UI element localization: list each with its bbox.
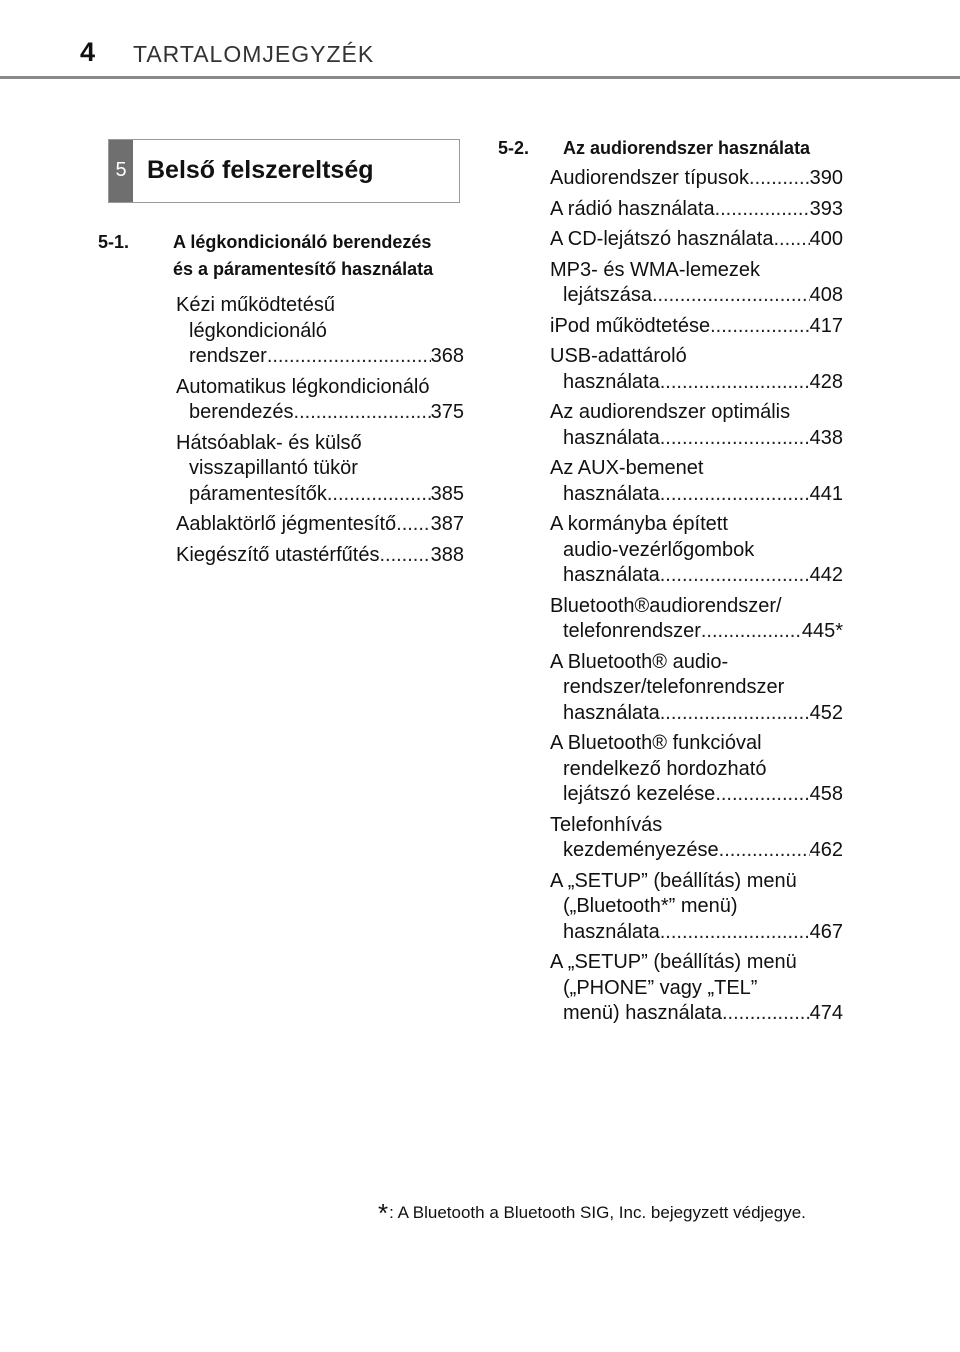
toc-entry-text: Hátsóablak- és külső <box>176 431 362 454</box>
page-number: 4 <box>80 37 96 67</box>
toc-entry-page-number: 388 <box>430 543 464 566</box>
toc-entry-page-number: 452 <box>809 701 843 724</box>
toc-entry-last-line <box>550 701 843 727</box>
chapter-title: Belső felszereltség <box>147 156 374 184</box>
dot-leader <box>749 166 810 192</box>
toc-entry-text: rendszer <box>189 345 267 367</box>
dot-leader <box>710 314 810 340</box>
toc-entry-last-line <box>550 370 843 396</box>
dot-leader <box>660 920 810 946</box>
toc-entry-last-line <box>550 838 843 864</box>
toc-entry-text: A Bluetooth® audio- <box>550 650 729 673</box>
toc-entry-text: Az AUX-bemenet <box>550 457 704 479</box>
dot-leader <box>773 227 809 253</box>
toc-entry-text: A rádió használata <box>550 197 715 220</box>
toc-entry-text: menü) használata <box>563 1002 722 1024</box>
toc-entry-page-number: 368 <box>430 345 464 367</box>
toc-entry[interactable] <box>498 197 843 223</box>
dot-leader <box>660 482 810 508</box>
toc-entry-last-line <box>550 314 843 340</box>
footnote-text: : A Bluetooth a Bluetooth SIG, Inc. bejegyzett védjegye. <box>389 1203 806 1222</box>
toc-entry-page-number: 417 <box>809 314 843 337</box>
toc-entry-last-line <box>550 283 843 309</box>
header-divider <box>0 76 960 79</box>
toc-entry-page-number: 387 <box>430 513 464 535</box>
toc-entry[interactable] <box>498 950 843 1027</box>
toc-entry-text: Aablaktörlő jégmentesítő <box>176 513 397 535</box>
toc-entry-text: lejátszása <box>563 284 652 306</box>
section-title-line: A légkondicionáló berendezés <box>173 232 432 252</box>
dot-leader <box>715 197 810 223</box>
toc-entry[interactable] <box>498 650 843 727</box>
dot-leader <box>715 782 809 808</box>
toc-entry-text: páramentesítők <box>189 482 327 505</box>
toc-entry-text: A „SETUP” (beállítás) menü <box>550 951 797 973</box>
toc-entry-text: USB-adattároló <box>550 345 687 367</box>
dot-leader <box>660 563 810 589</box>
toc-entry[interactable] <box>498 344 843 395</box>
toc-section-5-1 <box>98 229 464 573</box>
footnote-marker: * <box>378 1198 389 1228</box>
toc-entry-text: lejátszó kezelése <box>563 783 716 805</box>
toc-entry-list <box>98 293 464 568</box>
toc-entry-page-number: 442 <box>809 564 843 586</box>
toc-entry-last-line <box>550 197 843 223</box>
toc-entry-text: berendezés <box>189 401 294 423</box>
toc-entry[interactable] <box>98 512 464 538</box>
toc-entry-last-line <box>550 482 843 508</box>
toc-entry-last-line <box>550 426 843 452</box>
toc-entry-text: iPod működtetése <box>550 314 711 337</box>
toc-entry-last-line <box>176 400 464 426</box>
toc-entry-last-line <box>176 543 464 569</box>
toc-entry[interactable] <box>98 293 464 370</box>
toc-entry-page-number: 408 <box>809 284 843 306</box>
toc-entry-text: audio-vezérlőgombok <box>563 538 755 561</box>
section-number: 5-2. <box>498 138 530 158</box>
toc-entry-page-number: 458 <box>809 783 843 805</box>
toc-section-5-2 <box>498 135 843 1032</box>
toc-entry-text: Kézi működtetésű <box>176 294 335 316</box>
toc-entry-text: Az audiorendszer optimális <box>550 401 791 423</box>
dot-leader <box>660 426 810 452</box>
dot-leader <box>660 370 810 396</box>
toc-entry-page-number: 385 <box>430 482 464 505</box>
dot-leader <box>267 344 431 370</box>
toc-entry-page-number: 438 <box>809 426 843 449</box>
toc-entry-text: A „SETUP” (beállítás) menü <box>550 869 797 892</box>
section-heading <box>98 229 464 283</box>
toc-entry-text: telefonrendszer <box>563 620 701 642</box>
dot-leader <box>396 512 430 538</box>
toc-entry-last-line <box>550 166 843 192</box>
section-title-line: Az audiorendszer használata <box>563 138 811 158</box>
toc-entry-text: („PHONE” vagy „TEL” <box>563 976 758 999</box>
toc-entry[interactable] <box>498 227 843 253</box>
dot-leader <box>660 701 810 727</box>
section-title-line: és a páramentesítő használata <box>173 259 434 279</box>
toc-entry-last-line <box>550 619 843 645</box>
dot-leader <box>719 838 810 864</box>
toc-entry-text: Automatikus légkondicionáló <box>176 375 430 398</box>
toc-entry-last-line <box>550 563 843 589</box>
toc-entry-last-line <box>176 512 464 538</box>
toc-entry-text: kezdeményezése <box>563 839 719 861</box>
toc-entry-text: A CD-lejátszó használata <box>550 228 774 250</box>
section-number: 5-1. <box>98 232 130 252</box>
toc-entry[interactable] <box>498 512 843 589</box>
toc-entry[interactable] <box>498 166 843 192</box>
dot-leader <box>722 1001 810 1027</box>
toc-entry[interactable] <box>498 813 843 864</box>
toc-entry-text: MP3- és WMA-lemezek <box>550 258 761 281</box>
dot-leader <box>379 543 430 569</box>
toc-entry-text: A Bluetooth® funkcióval <box>550 732 762 754</box>
toc-entry[interactable] <box>498 594 843 645</box>
toc-entry[interactable] <box>498 731 843 808</box>
footnote <box>378 1198 858 1228</box>
toc-entry[interactable] <box>98 431 464 508</box>
toc-entry-page-number: 400 <box>809 228 843 250</box>
toc-entry-text: Telefonhívás <box>550 813 663 836</box>
dot-leader <box>327 482 431 508</box>
toc-entry-text: Kiegészítő utastérfűtés <box>176 543 380 566</box>
toc-entry[interactable] <box>498 314 843 340</box>
toc-entry[interactable] <box>98 543 464 569</box>
toc-entry-page-number: 467 <box>809 920 843 943</box>
toc-entry-text: rendszer/telefonrendszer <box>563 676 785 698</box>
toc-entry-text: használata <box>563 701 660 724</box>
chapter-number-tab: 5 <box>109 140 133 202</box>
toc-entry-page-number: 441 <box>809 482 843 505</box>
toc-entry-text: használata <box>563 564 660 586</box>
toc-entry[interactable] <box>98 375 464 426</box>
toc-entry-text: használata <box>563 482 660 505</box>
section-heading <box>498 135 843 162</box>
dot-leader <box>652 283 810 309</box>
page-header <box>0 0 960 78</box>
header-title: TARTALOMJEGYZÉK <box>133 41 375 67</box>
toc-entry[interactable] <box>498 258 843 309</box>
toc-entry-text: használata <box>563 370 660 393</box>
toc-entry-last-line <box>550 782 843 808</box>
chapter-title-box <box>108 139 460 203</box>
dot-leader <box>701 619 802 645</box>
toc-entry[interactable] <box>498 456 843 507</box>
toc-entry[interactable] <box>498 400 843 451</box>
toc-entry-last-line <box>176 344 464 370</box>
toc-entry-text: légkondicionáló <box>189 319 327 342</box>
toc-entry-text: visszapillantó tükör <box>189 457 358 479</box>
toc-entry-text: rendelkező hordozható <box>563 757 767 780</box>
toc-entry-text: A kormányba épített <box>550 513 728 535</box>
dot-leader <box>294 400 431 426</box>
toc-entry-text: Audiorendszer típusok <box>550 167 750 189</box>
toc-entry-text: használata <box>563 920 660 943</box>
toc-entry-text: használata <box>563 426 660 449</box>
toc-entry-page-number: 428 <box>809 370 843 393</box>
toc-entry-page-number: 393 <box>809 197 843 220</box>
toc-entry-text: Bluetooth®audiorendszer/ <box>550 594 782 617</box>
toc-entry-page-number: 375 <box>430 401 464 423</box>
toc-entry-page-number: 445* <box>801 620 843 642</box>
toc-entry-last-line <box>550 227 843 253</box>
toc-entry-page-number: 474 <box>809 1002 843 1024</box>
toc-entry[interactable] <box>498 869 843 946</box>
toc-entry-page-number: 390 <box>809 167 843 189</box>
toc-entry-last-line <box>176 482 464 508</box>
toc-entry-list <box>498 166 843 1027</box>
toc-entry-last-line <box>550 920 843 946</box>
toc-entry-last-line <box>550 1001 843 1027</box>
toc-entry-page-number: 462 <box>809 839 843 861</box>
toc-entry-text: („Bluetooth*” menü) <box>563 895 738 917</box>
